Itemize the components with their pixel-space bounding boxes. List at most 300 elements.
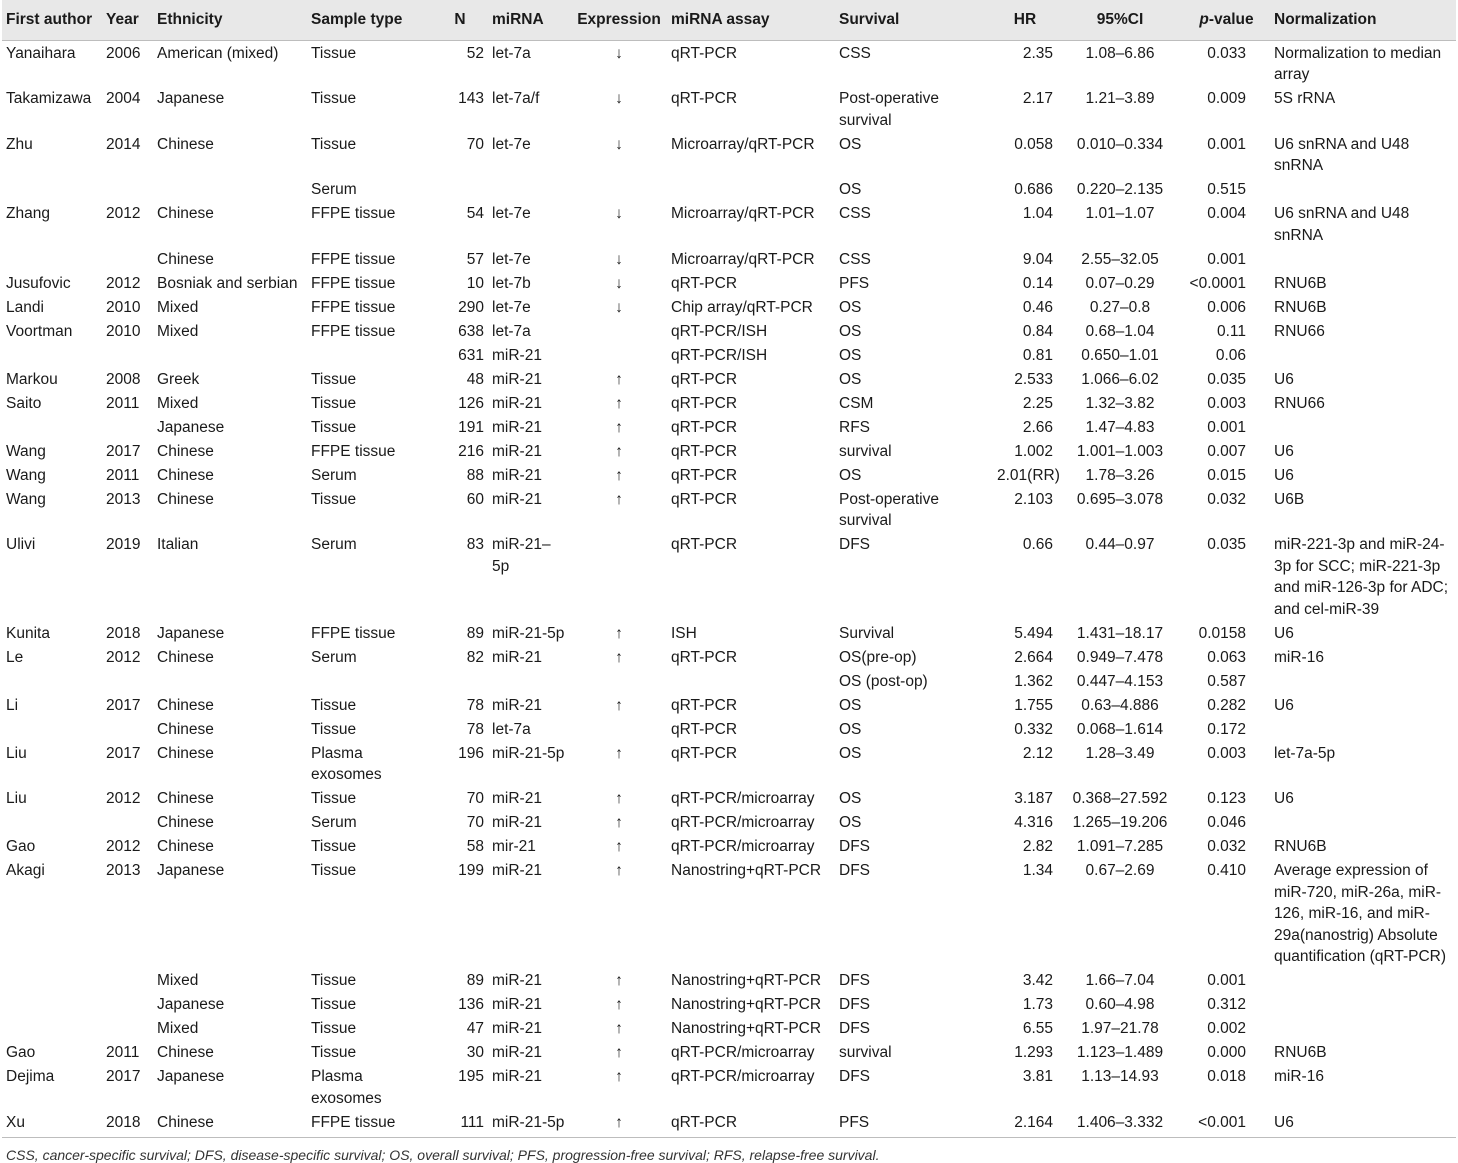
cell-expression: ↑ [571, 1110, 667, 1138]
cell-n: 111 [432, 1110, 488, 1138]
cell-sample-type: Serum [311, 536, 357, 553]
table-row [2, 859, 1456, 969]
cell-expression: ↑ [615, 624, 623, 642]
cell-sample-type: Tissue [311, 838, 357, 855]
cell-mirna-assay: qRT-PCR/microarray [671, 814, 815, 831]
cell-ethnicity [153, 178, 307, 202]
cell-year [102, 343, 153, 367]
cell-year: 2017 [106, 1068, 141, 1085]
cell-hr: 0.66 [1022, 536, 1053, 553]
cell-expression [571, 319, 667, 343]
cell-mirna: miR-21-5p [492, 744, 565, 762]
cell-ci: 1.091–7.285 [1076, 838, 1164, 855]
cell-ci: 0.63–4.886 [1081, 696, 1159, 714]
cell-ethnicity: Italian [157, 536, 199, 553]
cell-ci: 1.265–19.206 [1072, 814, 1168, 831]
cell-hr: 6.55 [1022, 1020, 1053, 1037]
cell-normalization [1270, 178, 1456, 202]
cell-mirna-assay: qRT-PCR/microarray [671, 1044, 815, 1061]
cell-mirna-assay: qRT-PCR [671, 44, 738, 62]
table-row [2, 343, 1456, 367]
header-sample-type: Sample type [307, 0, 432, 41]
cell-n [432, 178, 488, 202]
cell-mirna-assay: qRT-PCR [671, 274, 738, 292]
cell-p-value: 0.015 [1207, 466, 1246, 484]
cell-mirna-assay: qRT-PCR [671, 744, 738, 762]
cell-sample-type [307, 669, 432, 693]
cell-mirna: miR-21 [492, 696, 542, 714]
cell-p-value: 0.018 [1207, 1068, 1246, 1085]
header-mirna: miRNA [488, 0, 571, 41]
cell-mirna-assay: qRT-PCR [671, 648, 738, 666]
cell-sample-type: Tissue [311, 696, 357, 714]
cell-mirna: let-7e [492, 298, 531, 316]
cell-normalization [1270, 811, 1456, 835]
cell-normalization: U6 [1270, 1110, 1456, 1138]
cell-sample-type: Tissue [311, 720, 357, 738]
cell-mirna-assay: Nanostring+qRT-PCR [671, 996, 822, 1013]
cell-n: 191 [458, 418, 484, 436]
table-row [2, 463, 1456, 487]
cell-sample-type: Tissue [311, 394, 357, 412]
cell-first-author: Liu [6, 790, 27, 807]
cell-year: 2012 [106, 648, 141, 666]
cell-normalization: RNU6B [1274, 1044, 1327, 1061]
cell-normalization: miR-221-3p and miR-24-3p for SCC; miR-221-3p and miR-126-3p for ADC; and cel-miR-39 [1274, 536, 1449, 618]
cell-mirna-assay: qRT-PCR [671, 370, 738, 388]
cell-mirna: miR-21 [492, 1068, 542, 1085]
cell-ethnicity: Bosniak and serbian [157, 274, 298, 292]
cell-mirna: miR-21-5p [488, 1110, 571, 1138]
cell-expression: ↑ [615, 370, 623, 388]
cell-expression: ↑ [615, 744, 623, 762]
cell-expression: ↑ [615, 814, 623, 831]
cell-p-value: 0.0158 [1198, 624, 1246, 642]
cell-n: 60 [466, 490, 484, 508]
cell-first-author: Le [6, 648, 24, 666]
cell-normalization: U6 [1274, 790, 1294, 807]
cell-expression [571, 669, 667, 693]
table-row [2, 87, 1456, 133]
table-row [2, 415, 1456, 439]
cell-year: 2010 [106, 322, 141, 340]
cell-hr: 2.12 [1022, 744, 1053, 762]
cell-ci: 0.68–1.04 [1085, 322, 1155, 340]
cell-p-value: <0.0001 [1189, 274, 1246, 292]
cell-n: 78 [466, 696, 484, 714]
cell-mirna-assay: qRT-PCR [671, 418, 738, 436]
cell-survival: DFS [839, 838, 870, 855]
cell-first-author: Gao [6, 838, 36, 855]
cell-first-author [2, 669, 102, 693]
cell-year: 2011 [106, 1044, 140, 1061]
cell-hr: 0.14 [1022, 274, 1053, 292]
cell-sample-type: Tissue [311, 418, 357, 436]
cell-survival: PFS [835, 1110, 993, 1138]
cell-survival: OS(pre-op) [839, 648, 917, 666]
cell-survival: OS [839, 790, 862, 807]
cell-p-value: 0.001 [1207, 418, 1246, 436]
cell-mirna-assay: qRT-PCR/ISH [671, 322, 768, 340]
cell-ci: 1.066–6.02 [1081, 370, 1159, 388]
cell-year: 2004 [106, 90, 141, 107]
cell-expression: ↓ [615, 298, 623, 316]
cell-mirna: let-7a/f [492, 90, 540, 107]
table-row [2, 741, 1456, 787]
cell-normalization: U6 [1274, 370, 1294, 388]
cell-normalization: RNU6B [1274, 298, 1327, 316]
cell-sample-type: FFPE tissue [307, 1110, 432, 1138]
cell-ethnicity: Japanese [157, 90, 225, 107]
cell-n: 196 [458, 744, 484, 762]
cell-hr: 2.664 [1014, 648, 1053, 666]
cell-mirna: let-7e [492, 205, 531, 222]
cell-mirna-assay: qRT-PCR [671, 720, 738, 738]
cell-mirna-assay [667, 178, 835, 202]
cell-n: 47 [466, 1020, 484, 1037]
cell-hr: 2.103 [1014, 490, 1053, 508]
cell-n: 126 [458, 394, 484, 412]
cell-normalization [1270, 993, 1456, 1017]
cell-expression: ↑ [615, 696, 623, 714]
cell-survival: CSS [839, 44, 871, 62]
cell-hr: 2.25 [1022, 394, 1053, 412]
cell-n [432, 669, 488, 693]
cell-normalization [1270, 247, 1456, 271]
cell-year: 2012 [106, 274, 141, 292]
cell-expression: ↑ [615, 1068, 623, 1085]
cell-first-author: Li [6, 696, 19, 714]
cell-mirna: let-7a [492, 44, 531, 62]
cell-survival: OS [839, 370, 862, 388]
cell-survival: Post-operative survival [839, 90, 939, 129]
table-row [2, 993, 1456, 1017]
cell-mirna-assay: Chip array/qRT-PCR [671, 298, 813, 316]
cell-ethnicity: Japanese [157, 418, 225, 436]
cell-mirna: miR-21 [492, 790, 542, 807]
cell-hr: 1.755 [1014, 696, 1053, 714]
cell-ethnicity: Chinese [157, 814, 214, 831]
cell-hr: 3.187 [1014, 790, 1053, 807]
cell-normalization: Average expression of miR-720, miR-26a, miR-126, miR-16, and miR-29a(nanostrig) Absolute quantification (qRT-PCR) [1274, 862, 1447, 965]
cell-mirna: miR-21 [492, 442, 542, 460]
cell-first-author: Yanaihara [6, 44, 76, 62]
cell-sample-type: Tissue [311, 996, 357, 1013]
cell-year: 2013 [106, 490, 141, 508]
cell-hr: 2.82 [1022, 838, 1053, 855]
cell-ethnicity: Mixed [157, 1020, 199, 1037]
cell-year [102, 993, 153, 1017]
cell-first-author: Liu [6, 744, 27, 762]
cell-p-value: 0.001 [1207, 135, 1246, 153]
cell-normalization: RNU6B [1274, 274, 1327, 292]
cell-mirna: miR-21 [492, 394, 542, 412]
cell-mirna-assay: qRT-PCR [671, 442, 738, 460]
cell-ethnicity: Greek [157, 370, 200, 388]
cell-first-author [2, 969, 102, 993]
cell-p-value: 0.046 [1207, 814, 1246, 831]
cell-mirna: mir-21 [492, 838, 536, 855]
cell-sample-type [307, 343, 432, 367]
cell-survival: OS [839, 322, 862, 340]
header-ethnicity: Ethnicity [153, 0, 307, 41]
cell-p-value: 0.004 [1207, 205, 1246, 222]
cell-ethnicity: Chinese [157, 648, 214, 666]
cell-n: 638 [458, 322, 484, 340]
header-hr: HR [993, 0, 1057, 41]
cell-mirna-assay: qRT-PCR [671, 466, 738, 484]
cell-n: 30 [466, 1044, 484, 1061]
cell-hr: 0.46 [1022, 298, 1053, 316]
cell-first-author: Ulivi [6, 536, 36, 553]
table-row [2, 533, 1456, 622]
cell-mirna-assay [667, 669, 835, 693]
cell-hr: 2.01(RR) [997, 466, 1060, 484]
cell-hr: 2.35 [1022, 44, 1053, 62]
cell-mirna-assay: Nanostring+qRT-PCR [671, 1020, 822, 1037]
cell-mirna: miR-21 [492, 648, 542, 666]
cell-mirna: miR-21 [492, 814, 542, 831]
cell-p-value: 0.001 [1207, 972, 1246, 989]
cell-year [102, 415, 153, 439]
cell-mirna: miR-21 [492, 346, 542, 364]
cell-first-author [2, 717, 102, 741]
cell-first-author: Wang [6, 466, 46, 484]
cell-ethnicity: Chinese [157, 250, 214, 268]
cell-normalization: let-7a-5p [1274, 744, 1336, 762]
header-n: N [432, 0, 488, 41]
cell-ethnicity: Chinese [153, 1110, 307, 1138]
cell-mirna-assay: qRT-PCR/microarray [671, 1068, 815, 1085]
table-row [2, 247, 1456, 271]
cell-survival: survival [839, 442, 892, 460]
cell-first-author: Markou [6, 370, 58, 388]
cell-ci: 1.21–3.89 [1085, 90, 1155, 107]
table-row [2, 835, 1456, 859]
cell-n: 10 [466, 274, 484, 292]
cell-ci: 1.08–6.86 [1085, 44, 1155, 62]
cell-year [102, 1017, 153, 1041]
cell-first-author: Kunita [6, 624, 50, 642]
cell-normalization: U6 [1274, 696, 1294, 714]
cell-survival: DFS [839, 862, 870, 879]
cell-p-value: 0.007 [1207, 442, 1246, 460]
cell-mirna-assay: qRT-PCR [671, 90, 738, 107]
cell-p-value: 0.032 [1207, 490, 1246, 508]
cell-year: 2012 [106, 205, 141, 222]
table-row [2, 1041, 1456, 1065]
cell-ci: 0.07–0.29 [1085, 274, 1155, 292]
header-first-author: First author [2, 0, 102, 41]
cell-expression: ↑ [615, 466, 623, 484]
cell-mirna: miR-21-5p [492, 624, 565, 642]
cell-normalization: Normalization to median array [1274, 44, 1442, 83]
header-p-value [1183, 0, 1270, 41]
cell-year: 2012 [106, 790, 141, 807]
cell-first-author: Xu [2, 1110, 102, 1138]
cell-n: 78 [466, 720, 484, 738]
cell-year: 2010 [106, 298, 141, 316]
cell-expression: ↓ [615, 135, 623, 153]
cell-mirna: miR-21 [492, 862, 542, 879]
table-row [2, 693, 1456, 717]
cell-sample-type: Tissue [311, 135, 357, 153]
table-row [2, 367, 1456, 391]
cell-hr: 5.494 [1014, 624, 1053, 642]
cell-p-value: 0.035 [1207, 370, 1246, 388]
cell-year: 2006 [106, 44, 141, 62]
cell-p-value: 0.035 [1207, 536, 1246, 553]
cell-mirna: let-7b [492, 274, 531, 292]
cell-ethnicity: American (mixed) [157, 44, 279, 62]
cell-sample-type: FFPE tissue [311, 274, 396, 292]
cell-normalization: 5S rRNA [1274, 90, 1336, 107]
cell-ethnicity: Chinese [157, 696, 214, 714]
cell-year [102, 178, 153, 202]
cell-mirna: let-7a [492, 322, 531, 340]
cell-p-value: 0.001 [1207, 250, 1246, 268]
cell-n: 216 [458, 442, 484, 460]
cell-ci: 0.44–0.97 [1085, 536, 1155, 553]
cell-mirna-assay: qRT-PCR/microarray [671, 838, 815, 855]
cell-ci: 1.13–14.93 [1081, 1068, 1159, 1085]
cell-hr: 0.81 [1022, 346, 1053, 364]
cell-n: 631 [458, 346, 484, 364]
cell-n: 199 [458, 862, 484, 879]
cell-survival: Survival [839, 624, 895, 642]
cell-mirna-assay: Nanostring+qRT-PCR [671, 972, 822, 989]
cell-mirna: miR-21 [492, 490, 542, 508]
cell-mirna-assay: Microarray/qRT-PCR [671, 135, 815, 153]
cell-sample-type: FFPE tissue [311, 442, 396, 460]
cell-first-author [2, 993, 102, 1017]
cell-first-author: Zhang [6, 205, 50, 222]
cell-ci: 1.28–3.49 [1085, 744, 1155, 762]
cell-year [102, 247, 153, 271]
cell-expression: ↓ [615, 250, 623, 268]
cell-expression: ↑ [615, 442, 623, 460]
cell-year: 2017 [106, 696, 141, 714]
cell-ethnicity: Chinese [157, 744, 214, 762]
cell-ci: 1.32–3.82 [1085, 394, 1155, 412]
cell-survival: OS [839, 744, 862, 762]
cell-expression: ↑ [615, 996, 623, 1013]
cell-survival: PFS [839, 274, 870, 292]
cell-expression: ↑ [615, 1020, 623, 1037]
cell-expression [571, 717, 667, 741]
cell-ethnicity: Mixed [157, 972, 199, 989]
cell-normalization: U6 [1274, 442, 1294, 460]
cell-mirna: miR-21 [492, 370, 542, 388]
table-row [2, 439, 1456, 463]
cell-mirna-assay: qRT-PCR [667, 1110, 835, 1138]
cell-first-author: Saito [6, 394, 42, 412]
cell-mirna: miR-21 [492, 1044, 542, 1061]
cell-ethnicity: Chinese [157, 135, 214, 153]
cell-survival: OS (post-op) [839, 672, 928, 690]
cell-p-value: 0.033 [1207, 44, 1246, 62]
cell-hr: 1.73 [1022, 996, 1053, 1013]
table-row [2, 178, 1456, 202]
cell-ethnicity: Japanese [157, 996, 225, 1013]
cell-n: 52 [466, 44, 484, 62]
cell-hr: 1.293 [1014, 1044, 1053, 1061]
cell-p-value: 0.123 [1207, 790, 1246, 807]
cell-survival: OS [839, 298, 862, 316]
cell-survival: OS [839, 346, 862, 364]
cell-year [102, 717, 153, 741]
cell-first-author [2, 1017, 102, 1041]
cell-p-value: 0.063 [1207, 648, 1246, 666]
cell-p-value: 0.000 [1207, 1044, 1246, 1061]
cell-sample-type: Plasma exosomes [311, 744, 382, 783]
cell-n: 54 [466, 205, 484, 222]
cell-expression: ↓ [615, 44, 623, 62]
cell-n: 58 [466, 838, 484, 855]
cell-survival: DFS [839, 972, 870, 989]
table-row [2, 717, 1456, 741]
cell-mirna-assay: Microarray/qRT-PCR [671, 250, 815, 268]
cell-ci: 1.431–18.17 [1076, 624, 1164, 642]
cell-survival: DFS [839, 996, 870, 1013]
cell-expression: ↑ [615, 838, 623, 855]
table-row [2, 295, 1456, 319]
cell-normalization: RNU6B [1274, 838, 1327, 855]
cell-sample-type: Tissue [311, 90, 357, 107]
cell-normalization: miR-16 [1274, 1068, 1324, 1085]
cell-first-author: Wang [6, 490, 46, 508]
cell-first-author: Voortman [6, 322, 73, 340]
cell-sample-type: Tissue [311, 972, 357, 989]
cell-p-value: 0.172 [1207, 720, 1246, 738]
cell-sample-type: FFPE tissue [311, 624, 396, 642]
cell-n: 290 [458, 298, 484, 316]
cell-normalization: U6 [1274, 624, 1294, 642]
cell-normalization [1270, 717, 1456, 741]
cell-year: 2019 [106, 536, 141, 553]
cell-sample-type: Tissue [311, 862, 357, 879]
cell-hr: 9.04 [1022, 250, 1053, 268]
cell-p-value: 0.032 [1207, 838, 1246, 855]
cell-n: 48 [466, 370, 484, 388]
cell-normalization [1270, 415, 1456, 439]
cell-mirna-assay: qRT-PCR [671, 536, 738, 553]
cell-n: 82 [466, 648, 484, 666]
cell-mirna-assay: qRT-PCR/ISH [671, 346, 768, 364]
cell-ci: 0.447–4.153 [1076, 672, 1164, 690]
cell-ci: 0.220–2.135 [1076, 181, 1164, 198]
cell-ci: 1.406–3.332 [1057, 1110, 1183, 1138]
cell-first-author: Dejima [6, 1068, 55, 1085]
cell-year: 2008 [106, 370, 141, 388]
cell-p-value: 0.06 [1215, 346, 1246, 364]
cell-ci: 1.47–4.83 [1085, 418, 1155, 436]
cell-ethnicity [153, 343, 307, 367]
cell-survival: DFS [839, 1020, 870, 1037]
cell-ethnicity: Chinese [157, 1044, 214, 1061]
cell-p-value: 0.282 [1207, 696, 1246, 714]
cell-year: 2018 [102, 1110, 153, 1138]
header-expression: Expression [571, 0, 667, 41]
cell-p-value: <0.001 [1183, 1110, 1270, 1138]
cell-ci: 2.55–32.05 [1081, 250, 1159, 268]
cell-mirna-assay: qRT-PCR/microarray [671, 790, 815, 807]
cell-survival: CSS [839, 205, 871, 222]
cell-survival: CSS [839, 250, 871, 268]
cell-ethnicity: Chinese [157, 790, 214, 807]
cell-first-author [2, 343, 102, 367]
cell-ethnicity: Japanese [157, 862, 225, 879]
